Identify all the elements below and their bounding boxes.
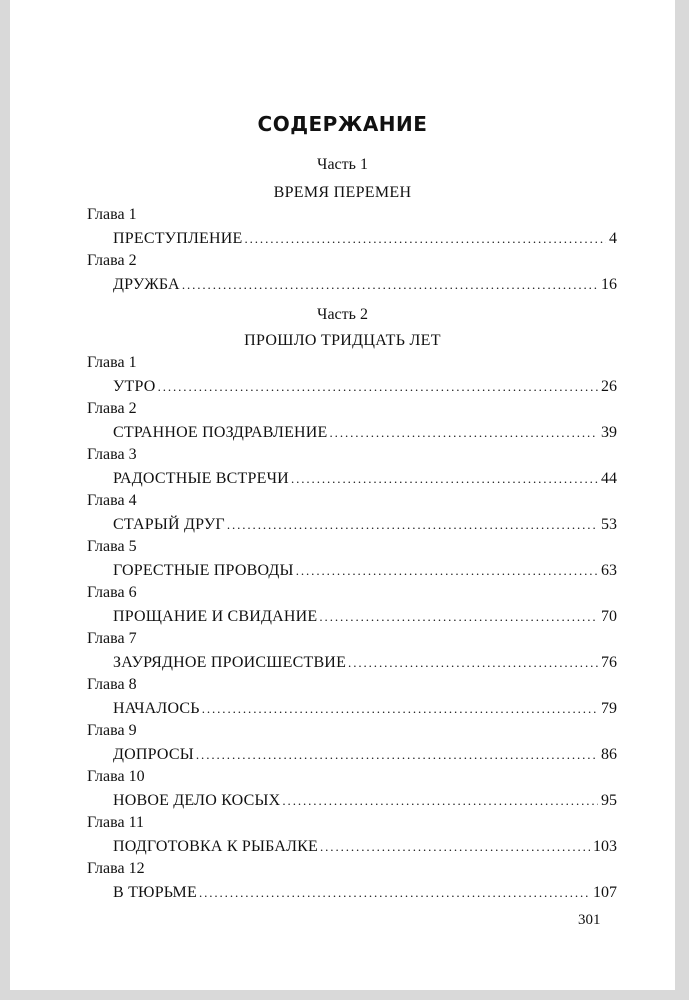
part-2-chapter-11-label: Глава 11 (87, 814, 144, 831)
dot-leader (330, 425, 598, 441)
toc-entry-page: 63 (601, 562, 617, 579)
part-2-chapter-12-label: Глава 12 (87, 860, 145, 877)
part-2-chapter-10-label: Глава 10 (87, 768, 145, 785)
dot-leader (296, 563, 598, 579)
toc-entry-name: ДОПРОСЫ (113, 746, 194, 763)
toc-entry[interactable] (113, 424, 617, 444)
part-1-chapter-2-label: Глава 2 (87, 252, 137, 269)
toc-entry-name: ДРУЖБА (113, 276, 180, 293)
toc-entry-name: СТРАННОЕ ПОЗДРАВЛЕНИЕ (113, 424, 328, 441)
contents-title: СОДЕРЖАНИЕ (257, 112, 428, 136)
part-2-chapter-6-label: Глава 6 (87, 584, 137, 601)
dot-leader (158, 379, 598, 395)
toc-entry-page: 86 (601, 746, 617, 763)
toc-entry[interactable] (113, 230, 617, 250)
toc-entry[interactable] (113, 516, 617, 536)
toc-entry[interactable] (113, 792, 617, 812)
dot-leader (196, 747, 598, 763)
toc-entry-name: ПРОЩАНИЕ И СВИДАНИЕ (113, 608, 318, 625)
toc-entry-page: 76 (601, 654, 617, 671)
toc-entry-page: 26 (601, 378, 617, 395)
part-2-chapter-3-label: Глава 3 (87, 446, 137, 463)
part-2-chapter-7-label: Глава 7 (87, 630, 137, 647)
toc-entry-page: 4 (609, 230, 617, 247)
toc-entry-page: 107 (593, 884, 617, 901)
toc-entry-name: ПОДГОТОВКА К РЫБАЛКЕ (113, 838, 318, 855)
dot-leader (244, 231, 606, 247)
dot-leader (199, 885, 590, 901)
part-1-chapter-1-label: Глава 1 (87, 206, 137, 223)
toc-entry-name: ЗАУРЯДНОЕ ПРОИСШЕСТВИЕ (113, 654, 347, 671)
dot-leader (202, 701, 598, 717)
dot-leader (282, 793, 598, 809)
dot-leader (291, 471, 598, 487)
toc-entry[interactable] (113, 470, 617, 490)
toc-entry-page: 53 (601, 516, 617, 533)
part-2-label: Часть 2 (317, 306, 368, 323)
toc-entry-name: ПРЕСТУПЛЕНИЕ (113, 230, 243, 247)
dot-leader (320, 839, 590, 855)
toc-entry-page: 95 (601, 792, 617, 809)
toc-entry-page: 44 (601, 470, 617, 487)
toc-entry[interactable] (113, 276, 617, 296)
toc-entry-name: ГОРЕСТНЫЕ ПРОВОДЫ (113, 562, 294, 579)
part-2-chapter-8-label: Глава 8 (87, 676, 137, 693)
dot-leader (182, 277, 598, 293)
toc-entry-name: РАДОСТНЫЕ ВСТРЕЧИ (113, 470, 289, 487)
part-2-chapter-2-label: Глава 2 (87, 400, 137, 417)
part-1-label: Часть 1 (317, 156, 368, 173)
toc-entry-name: В ТЮРЬМЕ (113, 884, 197, 901)
toc-entry-page: 16 (601, 276, 617, 293)
toc-entry-name: НОВОЕ ДЕЛО КОСЫХ (113, 792, 281, 809)
toc-entry[interactable] (113, 700, 617, 720)
toc-entry[interactable] (113, 654, 617, 674)
dot-leader (319, 609, 598, 625)
dot-leader (227, 517, 598, 533)
page-number: 301 (578, 912, 601, 928)
part-2-chapter-4-label: Глава 4 (87, 492, 137, 509)
toc-entry-name: УТРО (113, 378, 156, 395)
toc-entry[interactable] (113, 838, 617, 858)
part-2-chapter-5-label: Глава 5 (87, 538, 137, 555)
toc-entry-name: НАЧАЛОСЬ (113, 700, 200, 717)
toc-entry-page: 103 (593, 838, 617, 855)
toc-entry[interactable] (113, 608, 617, 628)
book-page (10, 0, 675, 990)
toc-entry[interactable] (113, 562, 617, 582)
part-2-chapter-9-label: Глава 9 (87, 722, 137, 739)
toc-entry-name: СТАРЫЙ ДРУГ (113, 516, 225, 533)
toc-entry[interactable] (113, 884, 617, 904)
toc-entry[interactable] (113, 746, 617, 766)
dot-leader (348, 655, 598, 671)
part-2-chapter-1-label: Глава 1 (87, 354, 137, 371)
toc-entry-page: 39 (601, 424, 617, 441)
part-2-title: ПРОШЛО ТРИДЦАТЬ ЛЕТ (244, 332, 441, 349)
part-1-title: ВРЕМЯ ПЕРЕМЕН (273, 184, 412, 201)
toc-entry-page: 70 (601, 608, 617, 625)
toc-entry-page: 79 (601, 700, 617, 717)
toc-entry[interactable] (113, 378, 617, 398)
